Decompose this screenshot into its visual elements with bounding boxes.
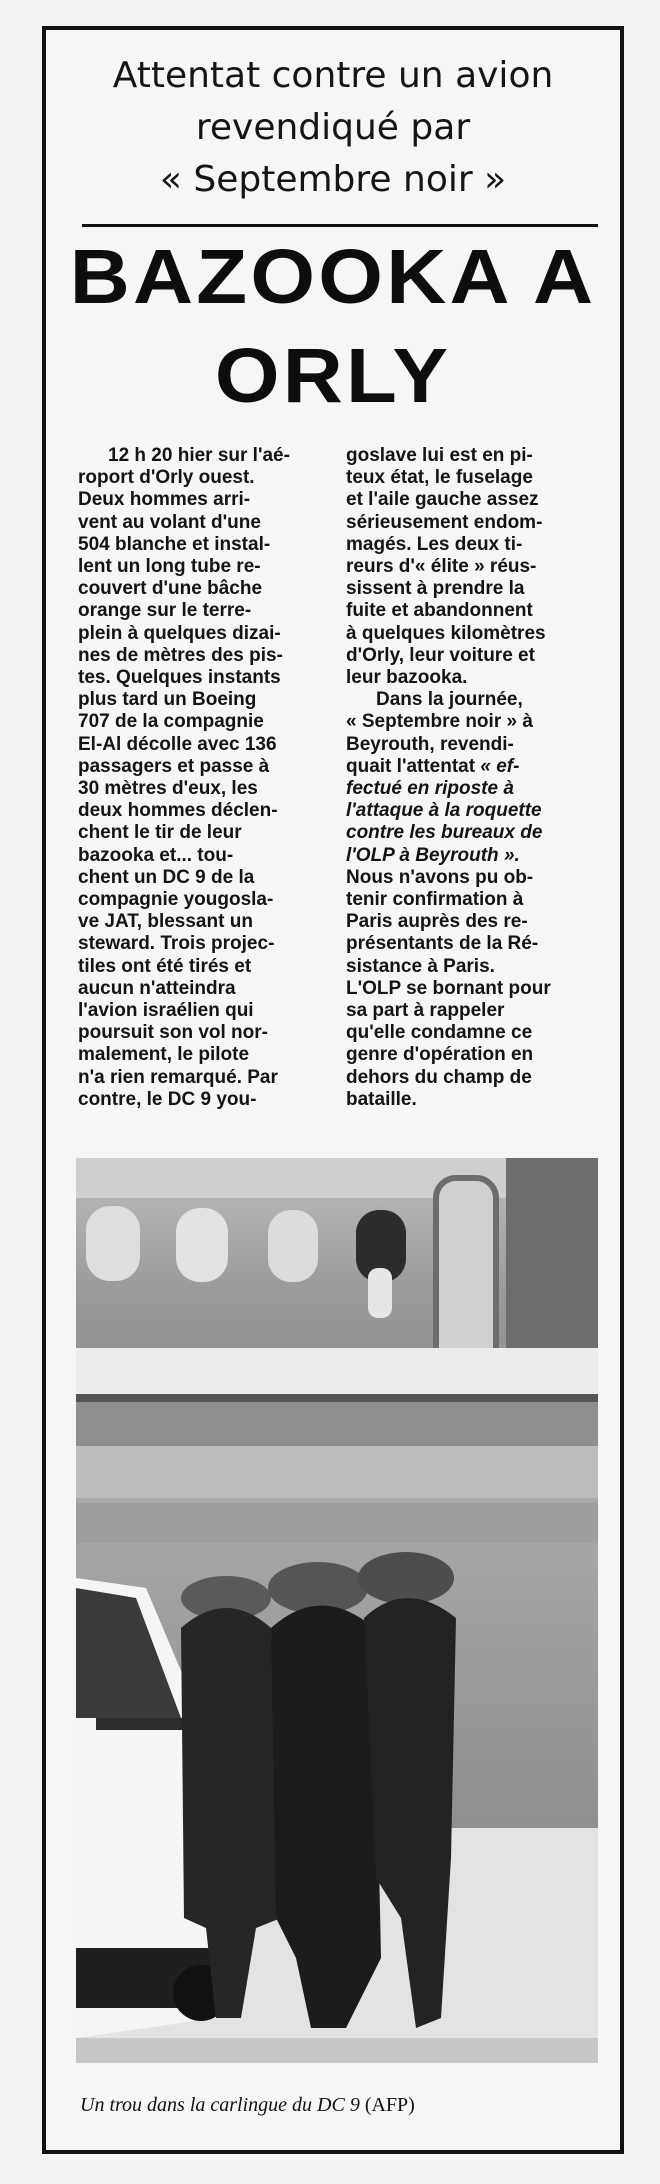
headline-line-3: « Septembre noir » — [159, 159, 507, 200]
right-line: présentants de la Ré- — [346, 933, 539, 955]
right-line-quote: contre les bureaux de — [346, 822, 543, 844]
left-line: malement, le pilote — [78, 1044, 250, 1066]
left-line: steward. Trois projec- — [78, 933, 275, 955]
right-text: quait l'attentat — [346, 755, 476, 777]
news-photo-image — [76, 1158, 598, 2063]
right-line: sistance à Paris. — [346, 955, 495, 977]
right-line: goslave lui est en pi- — [346, 445, 533, 466]
right-line-quote: l'OLP à Beyrouth ». — [346, 844, 520, 866]
right-line: genre d'opération en — [346, 1044, 534, 1066]
article-frame — [42, 26, 624, 2154]
right-quote-start: « ef- — [480, 755, 520, 777]
headline-line-1: Attentat contre un avion — [112, 55, 554, 96]
right-line: à quelques kilomètres — [346, 622, 546, 644]
headline-rule — [82, 224, 598, 227]
right-line-quote: l'attaque à la roquette — [346, 800, 542, 822]
left-line: tiles ont été tirés et — [78, 955, 252, 977]
right-line: bataille. — [346, 1088, 417, 1110]
left-line: ve JAT, blessant un — [78, 911, 253, 933]
right-line: fuite et abandonnent — [346, 600, 533, 622]
left-line: l'avion israélien qui — [78, 1000, 254, 1022]
right-line: Nous n'avons pu ob- — [346, 866, 534, 888]
left-line: plein à quelques dizai- — [78, 622, 281, 644]
left-line: 30 mètres d'eux, les — [78, 778, 258, 800]
left-line: deux hommes déclen- — [78, 800, 278, 822]
left-line: 707 de la compagnie — [78, 711, 264, 733]
headline — [46, 50, 620, 206]
left-line: passagers et passe à — [78, 755, 270, 777]
right-line: tenir confirmation à — [346, 889, 524, 911]
right-line: dehors du champ de — [346, 1066, 532, 1088]
article-column-left — [78, 445, 340, 1111]
left-line: couvert d'une bâche — [78, 578, 263, 600]
left-line: aucun n'atteindra — [78, 977, 236, 999]
right-line: Dans la journée, — [376, 689, 523, 711]
photo-caption — [80, 2094, 600, 2117]
right-line: sissent à prendre la — [346, 578, 525, 600]
right-line: L'OLP se bornant pour — [346, 977, 551, 999]
right-line: teux état, le fuselage — [346, 467, 533, 489]
left-line: tes. Quelques instants — [78, 667, 281, 689]
right-line-mixed — [346, 756, 608, 778]
caption-credit: (AFP) — [364, 2094, 415, 2116]
right-line: sa part à rappeler — [346, 1000, 505, 1022]
right-line: Paris auprès des re- — [346, 911, 528, 933]
left-line: Deux hommes arri- — [78, 489, 251, 511]
left-line: chent le tir de leur — [78, 822, 242, 844]
right-line: sérieusement endom- — [346, 511, 543, 533]
right-line: d'Orly, leur voiture et — [346, 644, 535, 666]
article-column-right — [346, 445, 608, 1111]
left-line: vent au volant d'une — [78, 511, 261, 533]
right-line-quote: fectué en riposte à — [346, 778, 514, 800]
right-line: et l'aile gauche assez — [346, 489, 539, 511]
left-line: n'a rien remarqué. Par — [78, 1066, 278, 1088]
left-line: contre, le DC 9 you- — [78, 1088, 257, 1110]
left-line: lent un long tube re- — [78, 556, 261, 578]
right-line: qu'elle condamne ce — [346, 1022, 533, 1044]
left-line: El-Al décolle avec 136 — [78, 733, 277, 755]
left-line: orange sur le terre- — [78, 600, 252, 622]
left-line: bazooka et... tou- — [78, 844, 234, 866]
left-line: nes de mètres des pis- — [78, 644, 283, 666]
news-photo — [76, 1158, 598, 2063]
left-line: 504 blanche et instal- — [78, 533, 271, 555]
right-line: « Septembre noir » à — [346, 711, 533, 733]
right-line: reurs d'« élite » réus- — [346, 556, 537, 578]
left-line: plus tard un Boeing — [78, 689, 257, 711]
right-line: Beyrouth, revendi- — [346, 733, 514, 755]
left-line: 12 h 20 hier sur l'aé- — [108, 445, 290, 466]
left-line: chent un DC 9 de la — [78, 866, 255, 888]
caption-text: Un trou dans la carlingue du DC 9 — [80, 2094, 360, 2116]
left-line: compagnie yougosla- — [78, 889, 274, 911]
headline-line-2: revendiqué par — [195, 107, 471, 148]
left-line: poursuit son vol nor- — [78, 1022, 268, 1044]
right-line: magés. Les deux ti- — [346, 533, 523, 555]
left-line: roport d'Orly ouest. — [78, 467, 255, 489]
right-line: leur bazooka. — [346, 667, 468, 689]
kicker-line-2: ORLY — [214, 333, 452, 419]
kicker-line-1: BAZOOKA A — [69, 234, 597, 320]
